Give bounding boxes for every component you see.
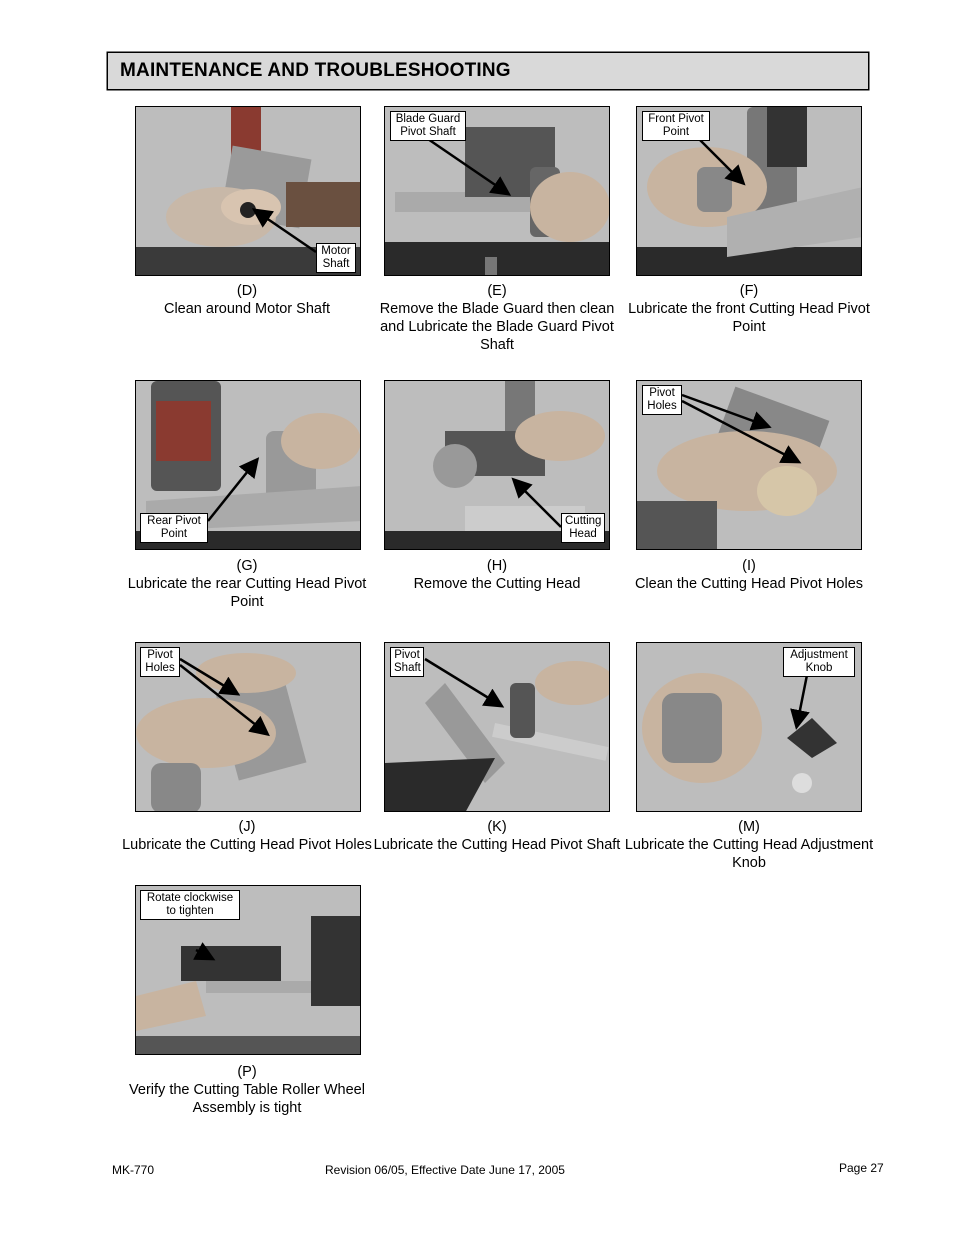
- step-photo: [636, 642, 862, 812]
- photo-callout: [642, 385, 682, 415]
- callout-line: Pivot Shaft: [400, 126, 456, 138]
- footer-revision: Revision 06/05, Effective Date June 17, 2005: [325, 1163, 565, 1177]
- section-header: [107, 52, 869, 90]
- step-text: Lubricate the rear Cutting Head Pivot Point: [127, 576, 367, 610]
- callout-line: Point: [160, 528, 188, 540]
- step-text: Verify the Cutting Table Roller Wheel Assembly is tight: [129, 1082, 365, 1116]
- page-title: MAINTENANCE AND TROUBLESHOOTING: [120, 60, 511, 81]
- photo-callout: [140, 513, 208, 543]
- photo-callout: [561, 513, 605, 543]
- step-text: Lubricate the Cutting Head Pivot Shaft: [373, 837, 621, 853]
- photo-callout: [390, 647, 424, 677]
- step-letter: (P): [237, 1064, 257, 1080]
- step-text: Remove the Cutting Head: [413, 576, 581, 592]
- callout-line: Cutting: [565, 515, 602, 527]
- step-photo: [384, 380, 610, 550]
- callout-line: Adjustment: [790, 649, 848, 661]
- step-letter: (H): [486, 558, 508, 574]
- callout-line: Rear Pivot: [147, 515, 201, 527]
- step-text: Remove the Blade Guard then clean and Lubricate the Blade Guard Pivot Shaft: [379, 301, 615, 353]
- photo-callout: [390, 111, 466, 141]
- step-letter: (E): [487, 283, 507, 299]
- step-text: Lubricate the Cutting Head Pivot Holes: [122, 837, 372, 853]
- step-caption: [117, 282, 377, 318]
- callout-line: Pivot: [394, 649, 420, 661]
- step-letter: (I): [742, 558, 756, 574]
- callout-line: Holes: [145, 662, 175, 674]
- footer-page-number: Page 27: [839, 1161, 884, 1175]
- step-caption: [367, 282, 627, 354]
- callout-line: Pivot: [147, 649, 173, 661]
- step-text: Clean around Motor Shaft: [163, 301, 331, 317]
- photo-callout: [316, 243, 356, 273]
- callout-line: Knob: [805, 662, 833, 674]
- step-photo: [636, 106, 862, 276]
- step-caption: [619, 557, 879, 593]
- step-letter: (J): [238, 819, 256, 835]
- step-caption: [117, 818, 377, 854]
- step-letter: (K): [487, 819, 507, 835]
- footer-model: MK-770: [112, 1163, 155, 1177]
- photo-callout: [783, 647, 855, 677]
- photo-callout: [642, 111, 710, 141]
- callout-line: Pivot: [649, 387, 675, 399]
- callout-line: Head: [569, 528, 597, 540]
- step-letter: (F): [739, 283, 759, 299]
- step-letter: (M): [738, 819, 760, 835]
- step-photo: [135, 642, 361, 812]
- step-caption: [367, 818, 627, 854]
- step-caption: [117, 557, 377, 611]
- step-text: Clean the Cutting Head Pivot Holes: [634, 576, 864, 592]
- callout-line: Shaft: [394, 662, 421, 674]
- step-text: Lubricate the front Cutting Head Pivot Point: [628, 301, 870, 335]
- photo-callout: [140, 890, 240, 920]
- step-letter: (D): [236, 283, 258, 299]
- step-letter: (G): [236, 558, 258, 574]
- callout-line: Point: [662, 126, 690, 138]
- callout-line: Blade Guard: [395, 113, 461, 125]
- photo-callout: [140, 647, 180, 677]
- callout-line: Shaft: [322, 258, 350, 270]
- callout-line: Holes: [647, 400, 677, 412]
- callout-line: Front Pivot: [648, 113, 704, 125]
- step-caption: [367, 557, 627, 593]
- step-caption: [619, 818, 879, 872]
- step-text: Lubricate the Cutting Head Adjustment Knob: [624, 837, 874, 871]
- callout-line: Rotate clockwise: [146, 892, 234, 904]
- step-photo: [135, 885, 361, 1055]
- step-photo: [384, 106, 610, 276]
- step-photo: [135, 380, 361, 550]
- callout-line: Motor: [321, 245, 351, 257]
- step-photo: [384, 642, 610, 812]
- step-caption: [117, 1063, 377, 1117]
- step-photo: [636, 380, 862, 550]
- callout-line: to tighten: [166, 905, 214, 917]
- step-photo: [135, 106, 361, 276]
- step-caption: [619, 282, 879, 336]
